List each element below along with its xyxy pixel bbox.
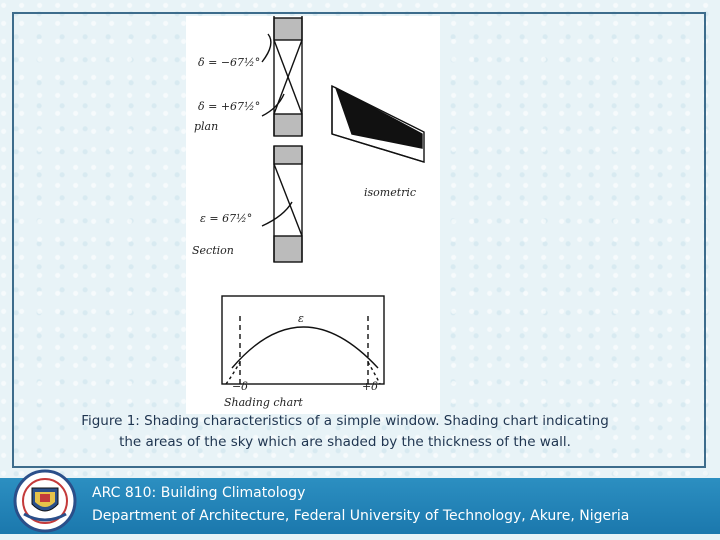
label-plan: plan <box>194 120 219 133</box>
label-epsilon: ε = 67½° <box>200 212 253 225</box>
label-shading-chart: Shading chart <box>224 396 303 409</box>
figure-caption <box>40 411 650 453</box>
plan-wall-bottom <box>274 114 302 136</box>
caption-line-1: Figure 1: Shading characteristics of a simple window. Shading chart indicating <box>81 413 609 429</box>
label-chart-epsilon: ε <box>298 312 304 325</box>
figure-panel <box>186 16 440 414</box>
label-plus-delta: +δ <box>362 380 378 393</box>
label-delta-plus: δ = +67½° <box>198 100 261 113</box>
shading-chart-drawing <box>222 296 384 386</box>
label-minus-delta: −δ <box>232 380 248 393</box>
caption-line-2: the areas of the sky which are shaded by the thickness of the wall. <box>119 434 571 450</box>
label-delta-minus: δ = −67½° <box>198 56 261 69</box>
footer-bar <box>0 478 720 534</box>
plan-wall-top <box>274 18 302 40</box>
university-crest-icon <box>10 468 80 534</box>
course-title: ARC 810: Building Climatology <box>92 485 306 501</box>
department-name: Department of Architecture, Federal University of Technology, Akure, Nigeria <box>92 508 630 524</box>
label-isometric: isometric <box>364 186 417 199</box>
isometric-drawing <box>332 86 424 162</box>
section-drawing <box>262 146 302 262</box>
plan-drawing <box>262 16 302 136</box>
label-section: Section <box>192 244 234 257</box>
